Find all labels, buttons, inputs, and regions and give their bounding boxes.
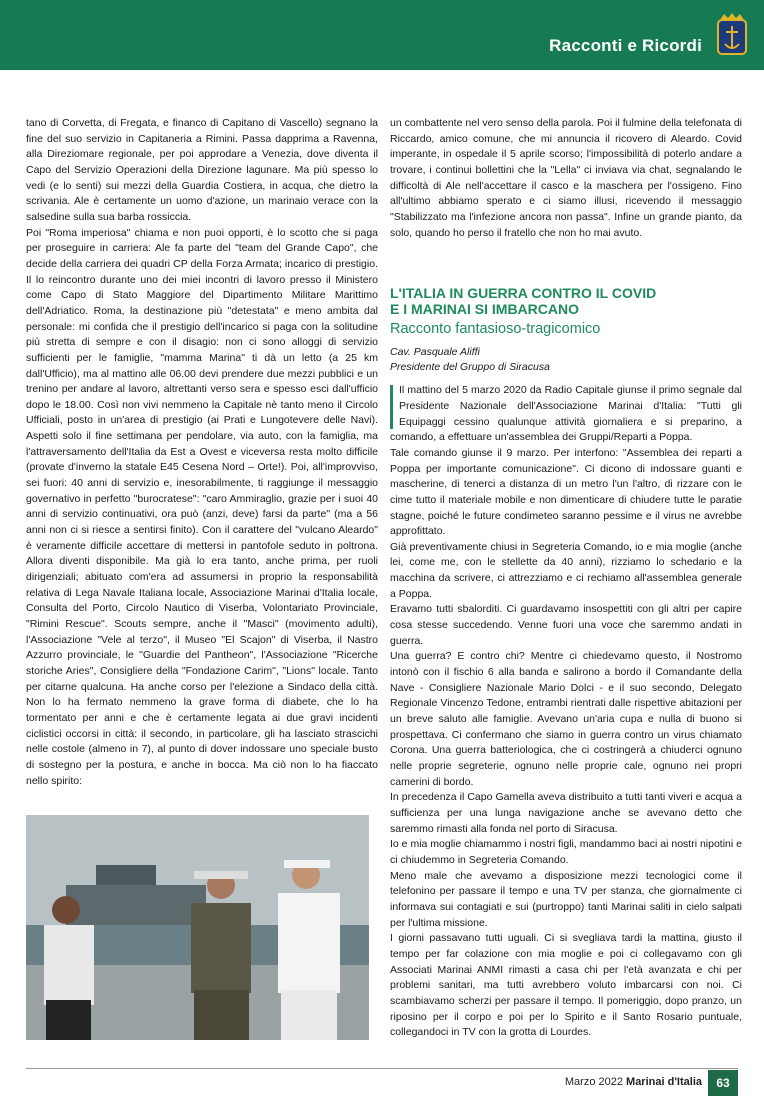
paragraph: Io e mia moglie chiamammo i nostri figli, mandammo baci ai nostri nipotini e ci chiudemmo in Segreteria Comando. <box>390 838 742 866</box>
drop-bar <box>390 385 393 429</box>
footer-divider <box>26 1068 738 1069</box>
article-title <box>390 285 742 317</box>
section-title: Racconti e Ricordi <box>549 36 702 55</box>
photo-illustration <box>26 815 369 1040</box>
article-author-role: Presidente del Gruppo di Siracusa <box>390 361 550 374</box>
article-title-line: L'ITALIA IN GUERRA CONTRO IL COVID <box>390 285 657 302</box>
right-column <box>390 116 742 1041</box>
paragraph: In precedenza il Capo Gamella aveva distribuito a tutti tanti viveri e acqua a sufficienza per una lunga navigazione anche se avevano detto che saremmo rimasti alla fonda nel porto di Siracusa. <box>390 791 742 835</box>
paragraph: Poi "Roma imperiosa" chiama e non puoi opporti, è lo scotto che si paga per proseguire in carriera: Ale fa parte del "team del Grande Capo", che decide della carriera dei quadri CP della Forza Armata; incarico di prestigio. Il lo reincontro durante uno dei miei incontri di lavoro presso il Ministero come Capo di Stato Maggiore del Dipartimento Militare Marittimo dell'Adriatico. Roma, la destinazione più "detestata" e meno ambita dal personale: mi confida che il prestigio dell'incarico si paga con la solitudine più stretta di sempre e con il disagio: non ci sono alloggi di servizio sufficienti per le famiglie, "mamma Marina" ti dà un letto (a 25 km dall'Ufficio), ma al mattino alle 06.00 devi prendere due mezzi pubblici e un trenino per andare al lavoro, altrettanti verso sera e spesso esci dall'ufficio dopo le 18.00. Così non vivi nemmeno la Capitale nè tanto meno il Circolo Ufficiali, posto in un'area di prestigio (ai Prati e Lungotevere delle Navi). Aspetti solo il fine settimana per pendolare, via auto, con la famiglia, ma l'attraversamento dell'Italia da Est a Ovest e viceversa resta molto difficile (provate d'inverno la statale E45 Cesena Nord – Orte!). Poi, all'improvviso, sei fuori: 40 anni di servizio e, inesorabilmente, ti raggiunge il messaggio governativo in perfetto "burocratese": "caro Ammiraglio, grazie per i suoi 40 anni di servizio continuativi, ora può (anzi, deve) farsi da parte" (ma a 56 anni non ci si riesce a sentirsi finito). Con il carattere del "vulcano Aleardo" è veramente difficile accettare di mettersi in pantofole seduto in poltrona. Allora diventi disponibile. Ma già lo era tanto, anche prima, per ruoli dirigenziali; abituato com'era ad assumersi in proprio la responsabilità relativa di Lega Navale Italiana locale, Associazione Marinai d'Italia locale, Consulta del Porto, Circolo Nautico di Viserba, Volontariato Provinciale, "Rimini Rescue". Scouts sempre, anche il "Masci" (movimento adulti), l'Associazione "Vele al terzo", il Museo "El Scajon" di Viserba, il Nastro Azzurro provinciale, le "Guardie del Pantheon", l'Associazione "Ricerche storiche Aries", Consigliere della "Fondazione Carim", "Lions" locale. Tanto per citarne qualcuna. Ha anche corso per l'elezione a Sindaco della città. Non lo ha fermato nemmeno la grave forma di diabete, che lo ha tormentato per anni e che è certamente legata ai due gravi incidenti ciclistici occorsi in città: il secondo, in particolare, gli ha lasciato strascichi nelle costole (almeno in 7), al punto di dover indossare uno speciale busto di sostegno per la postura, e anche in bocca. Ma ciò non lo ha fiaccato nello spirito: <box>26 226 378 787</box>
left-column <box>26 116 378 789</box>
article-photo <box>26 815 369 1040</box>
paragraph: Eravamo tutti sbalorditi. Ci guardavamo insospettiti con gli altri per capire cosa stesse succedendo. Venne fuori una voce che saremmo andati in guerra. <box>390 603 742 647</box>
article-title-line: E I MARINAI SI IMBARCANO <box>390 301 579 318</box>
footer-magazine: Marinai d'Italia <box>626 1076 702 1088</box>
paragraph: tano di Corvetta, di Fregata, e financo di Capitano di Vascello) segnano la fine del suo servizio in Capitaneria a Rimini. Passa dapprima a Ravenna, alla Direziomare regionale, per poi approdare a Venezia, dove diventa il Capo del Servizio Operazioni della Direzione lagunare. Ma più spesso lo vedi (e lo senti) sui mezzi della Guardia Costiera, in acqua, che dietro la scrivania. Ale è certamente un uomo d'azione, un marinaio verace con la salsedine sulla sua barba rossiccia. <box>26 117 378 223</box>
paragraph: Una guerra? E contro chi? Mentre ci chiedevamo questo, il Nostromo intonò con il fischio 6 alla banda e salirono a bordo il Comandante della Nave - Consigliere Nazionale Mario Dolci - e il suo secondo, Delegato Regionale Vincenzo Tedone, entrambi rientrati dalle rispettive abitazioni per un breve saluto alle famiglie. Avevano un'aria cupa e nulla di buono si prospettava. Ci confermano che siamo in guerra contro un virus chiamato Corona. Una guerra batteriologica, che ci costringerà a chiuderci ognuno nelle proprie segreterie, ognuno nelle proprie cale, ognuno nei propri camerini di bordo. <box>390 650 742 788</box>
paragraph: Meno male che avevamo a disposizione mezzi tecnologici come il telefonino per passare il tempo e una TV per stanza, che giornalmente ci informava sui contagiati e sui (purtroppo) tanti Marinai saliti in cielo salpati per l'ultima missione. <box>390 869 742 929</box>
paragraph: un combattente nel vero senso della parola. Poi il fulmine della telefonata di Riccardo, amico comune, che mi annuncia il ricovero di Aleardo. Covid imperante, in ospedale il 5 aprile scorso; l'impossibilità di poterlo andare a trovare, i continui bollettini che la "Lella" ci inviava via chat, segnalando le difficoltà di Ale nell'accettare il casco e la maschera per l'ossigeno. Fino all'ultimo abbiamo sperato e ci siamo illusi, ricevendo il messaggio "Stabilizzato ma l'infezione ancora non passa". Infine un grande pianto, da solo, quando ho perso il fratello che non ho mai avuto. <box>390 117 742 239</box>
page-number: 63 <box>708 1070 738 1096</box>
article-author: Cav. Pasquale Aliffi <box>390 346 480 359</box>
paragraph: I giorni passavano tutti uguali. Ci si svegliava tardi la mattina, giusto il tempo per far colazione con mia moglie e poi ci collegavamo con gli Associati Marinai ANMI rimasti a casa chi per l'età avanzata e chi per problemi sanitari, ma tutti avrebbero voluto imbarcarsi con noi. Ci scambiavamo scherzi per passare il tempo. Il pomeriggio, dopo pranzo, un riposino per il corpo e poi per lo Spirito e il Santo Rosario puntuale, collegandoci in TV con la grotta di Lourdes. <box>390 932 742 1039</box>
footer-credit <box>565 1076 702 1088</box>
paragraph-text: Il mattino del 5 marzo 2020 da Radio Capitale giunse il primo segnale dal Presidente Nazionale dell'Associazione Marinai d'Italia: "Tutti gli Equipaggi cessino qualunque attività giornaliera e si preparino, a comando, a effettuare un'assemblea dei Gruppi/Reparti a Poppa. <box>390 384 742 444</box>
article-subtitle: Racconto fantasioso-tragicomico <box>390 321 601 338</box>
paragraph: Tale comando giunse il 9 marzo. Per interfono: "Assemblea dei reparti a Poppa per importante comunicazione". Ci dicono di indossare guanti e mascherine, di tenerci a distanza di un metro l'un l'altro, di rizzare con le cime tutto il materiale mobile e non dimenticare di chiudere tutte le paratie stagne, poiché le future condimeteo saranno pessime e il virus ne avrebbe approfittato. <box>390 446 742 538</box>
paragraph: Già preventivamente chiusi in Segreteria Comando, io e mia moglie (anche lei, come me, con le stellette da 40 anni), rizziamo lo schedario e la macchina da scrivere, ci attrezziamo e ci rechiamo all'assemblea generale a Poppa. <box>390 540 742 600</box>
section-header <box>0 0 764 70</box>
navy-crest-icon <box>714 12 750 60</box>
footer-issue: Marzo 2022 <box>564 1076 623 1088</box>
paragraph <box>390 383 742 446</box>
